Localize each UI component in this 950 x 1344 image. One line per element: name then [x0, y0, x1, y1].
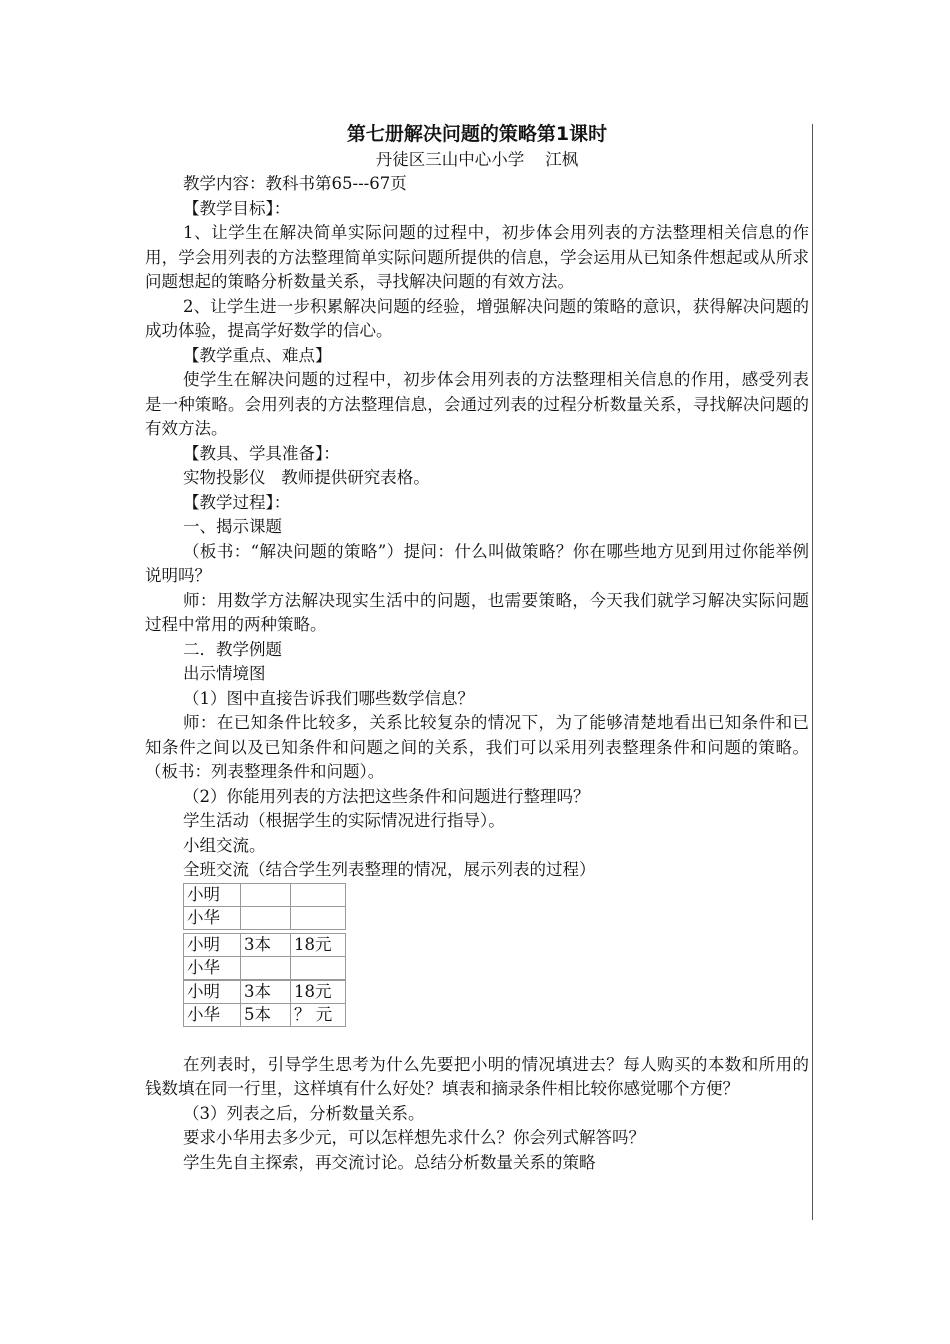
table-row: [184, 906, 346, 929]
list-table-1: [183, 883, 346, 930]
table-cell: [241, 906, 291, 929]
table-cell: 小华: [184, 956, 241, 979]
paragraph: 师：在已知条件比较多，关系比较复杂的情况下，为了能够清楚地看出已知条件和已知条件之间以及已知条件和问题之间的关系，我们可以采用列表整理条件和问题的策略。（板书：列表整理条件和问题）。: [145, 713, 809, 781]
table-cell: ？ 元: [291, 1003, 346, 1026]
table-row: [184, 883, 346, 906]
table-cell: [241, 956, 291, 979]
section-heading: 【教学目标】：: [183, 198, 291, 218]
paragraph: 一、揭示课题: [183, 517, 282, 536]
table-cell: 5本: [241, 1003, 291, 1026]
table-cell: 小明: [184, 980, 241, 1003]
section-heading: 【教学重点、难点】: [183, 345, 332, 365]
paragraph: 要求小华用去多少元，可以怎样想先求什么？你会列式解答吗？: [183, 1128, 645, 1147]
table-cell: [291, 956, 346, 979]
paragraph: 全班交流（结合学生列表整理的情况，展示列表的过程）: [183, 860, 596, 879]
paragraph: 实物投影仪 教师提供研究表格。: [183, 468, 430, 487]
page-margin-rule: [812, 124, 813, 1220]
paragraph: 小组交流。: [183, 835, 266, 855]
paragraph: 在列表时，引导学生思考为什么先要把小明的情况填进去？每人购买的本数和所用的钱数填在同一行里，这样填有什么好处？填表和摘录条件相比较你感觉哪个方便？: [145, 1054, 809, 1098]
paragraph: 教学内容：教科书第65---67页: [183, 174, 407, 193]
table-row: [184, 1003, 346, 1026]
paragraph: （3）列表之后，分析数量关系。: [183, 1103, 425, 1123]
table-cell: 小明: [184, 933, 241, 956]
table-cell: 18元: [291, 933, 346, 956]
paragraph: 二．教学例题: [183, 639, 282, 659]
list-table-2: [183, 933, 346, 980]
table-row: [184, 980, 346, 1003]
table-cell: [241, 883, 291, 906]
table-row: [184, 956, 346, 979]
table-cell: [291, 906, 346, 929]
author-line: 丹徒区三山中心小学 江枫: [375, 150, 579, 169]
paragraph: （2）你能用列表的方法把这些条件和问题进行整理吗？: [183, 786, 590, 806]
document-title: 第七册解决问题的策略第1课时: [346, 123, 608, 145]
paragraph: 学生活动（根据学生的实际情况进行指导）。: [183, 811, 505, 830]
table-cell: 3本: [241, 933, 291, 956]
section-heading: 【教具、学具准备】：: [183, 443, 340, 463]
table-cell: 小华: [184, 906, 241, 929]
table-cell: 小明: [184, 883, 241, 906]
list-table-3: [183, 980, 346, 1027]
table-cell: [291, 883, 346, 906]
paragraph: 使学生在解决问题的过程中，初步体会用列表的方法整理相关信息的作用，感受列表是一种策略。会用列表的方法整理信息，会通过列表的过程分析数量关系，寻找解决问题的有效方法。: [145, 370, 809, 438]
paragraph: 出示情境图: [183, 664, 266, 683]
table-cell: 3本: [241, 980, 291, 1003]
paragraph: （板书：“解决问题的策略”）提问：什么叫做策略？你在哪些地方见到用过你能举例说明吗？: [145, 541, 809, 585]
paragraph: 师：用数学方法解决现实生活中的问题，也需要策略，今天我们就学习解决实际问题过程中常用的两种策略。: [145, 590, 809, 634]
table-cell: 18元: [291, 980, 346, 1003]
paragraph: （1）图中直接告诉我们哪些数学信息？: [183, 688, 474, 708]
paragraph: 2、让学生进一步积累解决问题的经验，增强解决问题的策略的意识，获得解决问题的成功体验，提高学好数学的信心。: [145, 296, 809, 340]
table-cell: 小华: [184, 1003, 241, 1026]
section-heading: 【教学过程】：: [183, 492, 291, 512]
paragraph: 学生先自主探索，再交流讨论。总结分析数量关系的策略: [183, 1152, 596, 1172]
paragraph: 1、让学生在解决简单实际问题的过程中，初步体会用列表的方法整理相关信息的作用，学会用列表的方法整理简单实际问题所提供的信息，学会运用从已知条件想起或从所求问题想起的策略分析数量关系，寻找解决问题的有效方法。: [145, 223, 809, 291]
document-body: [145, 120, 809, 1175]
table-row: [184, 933, 346, 956]
